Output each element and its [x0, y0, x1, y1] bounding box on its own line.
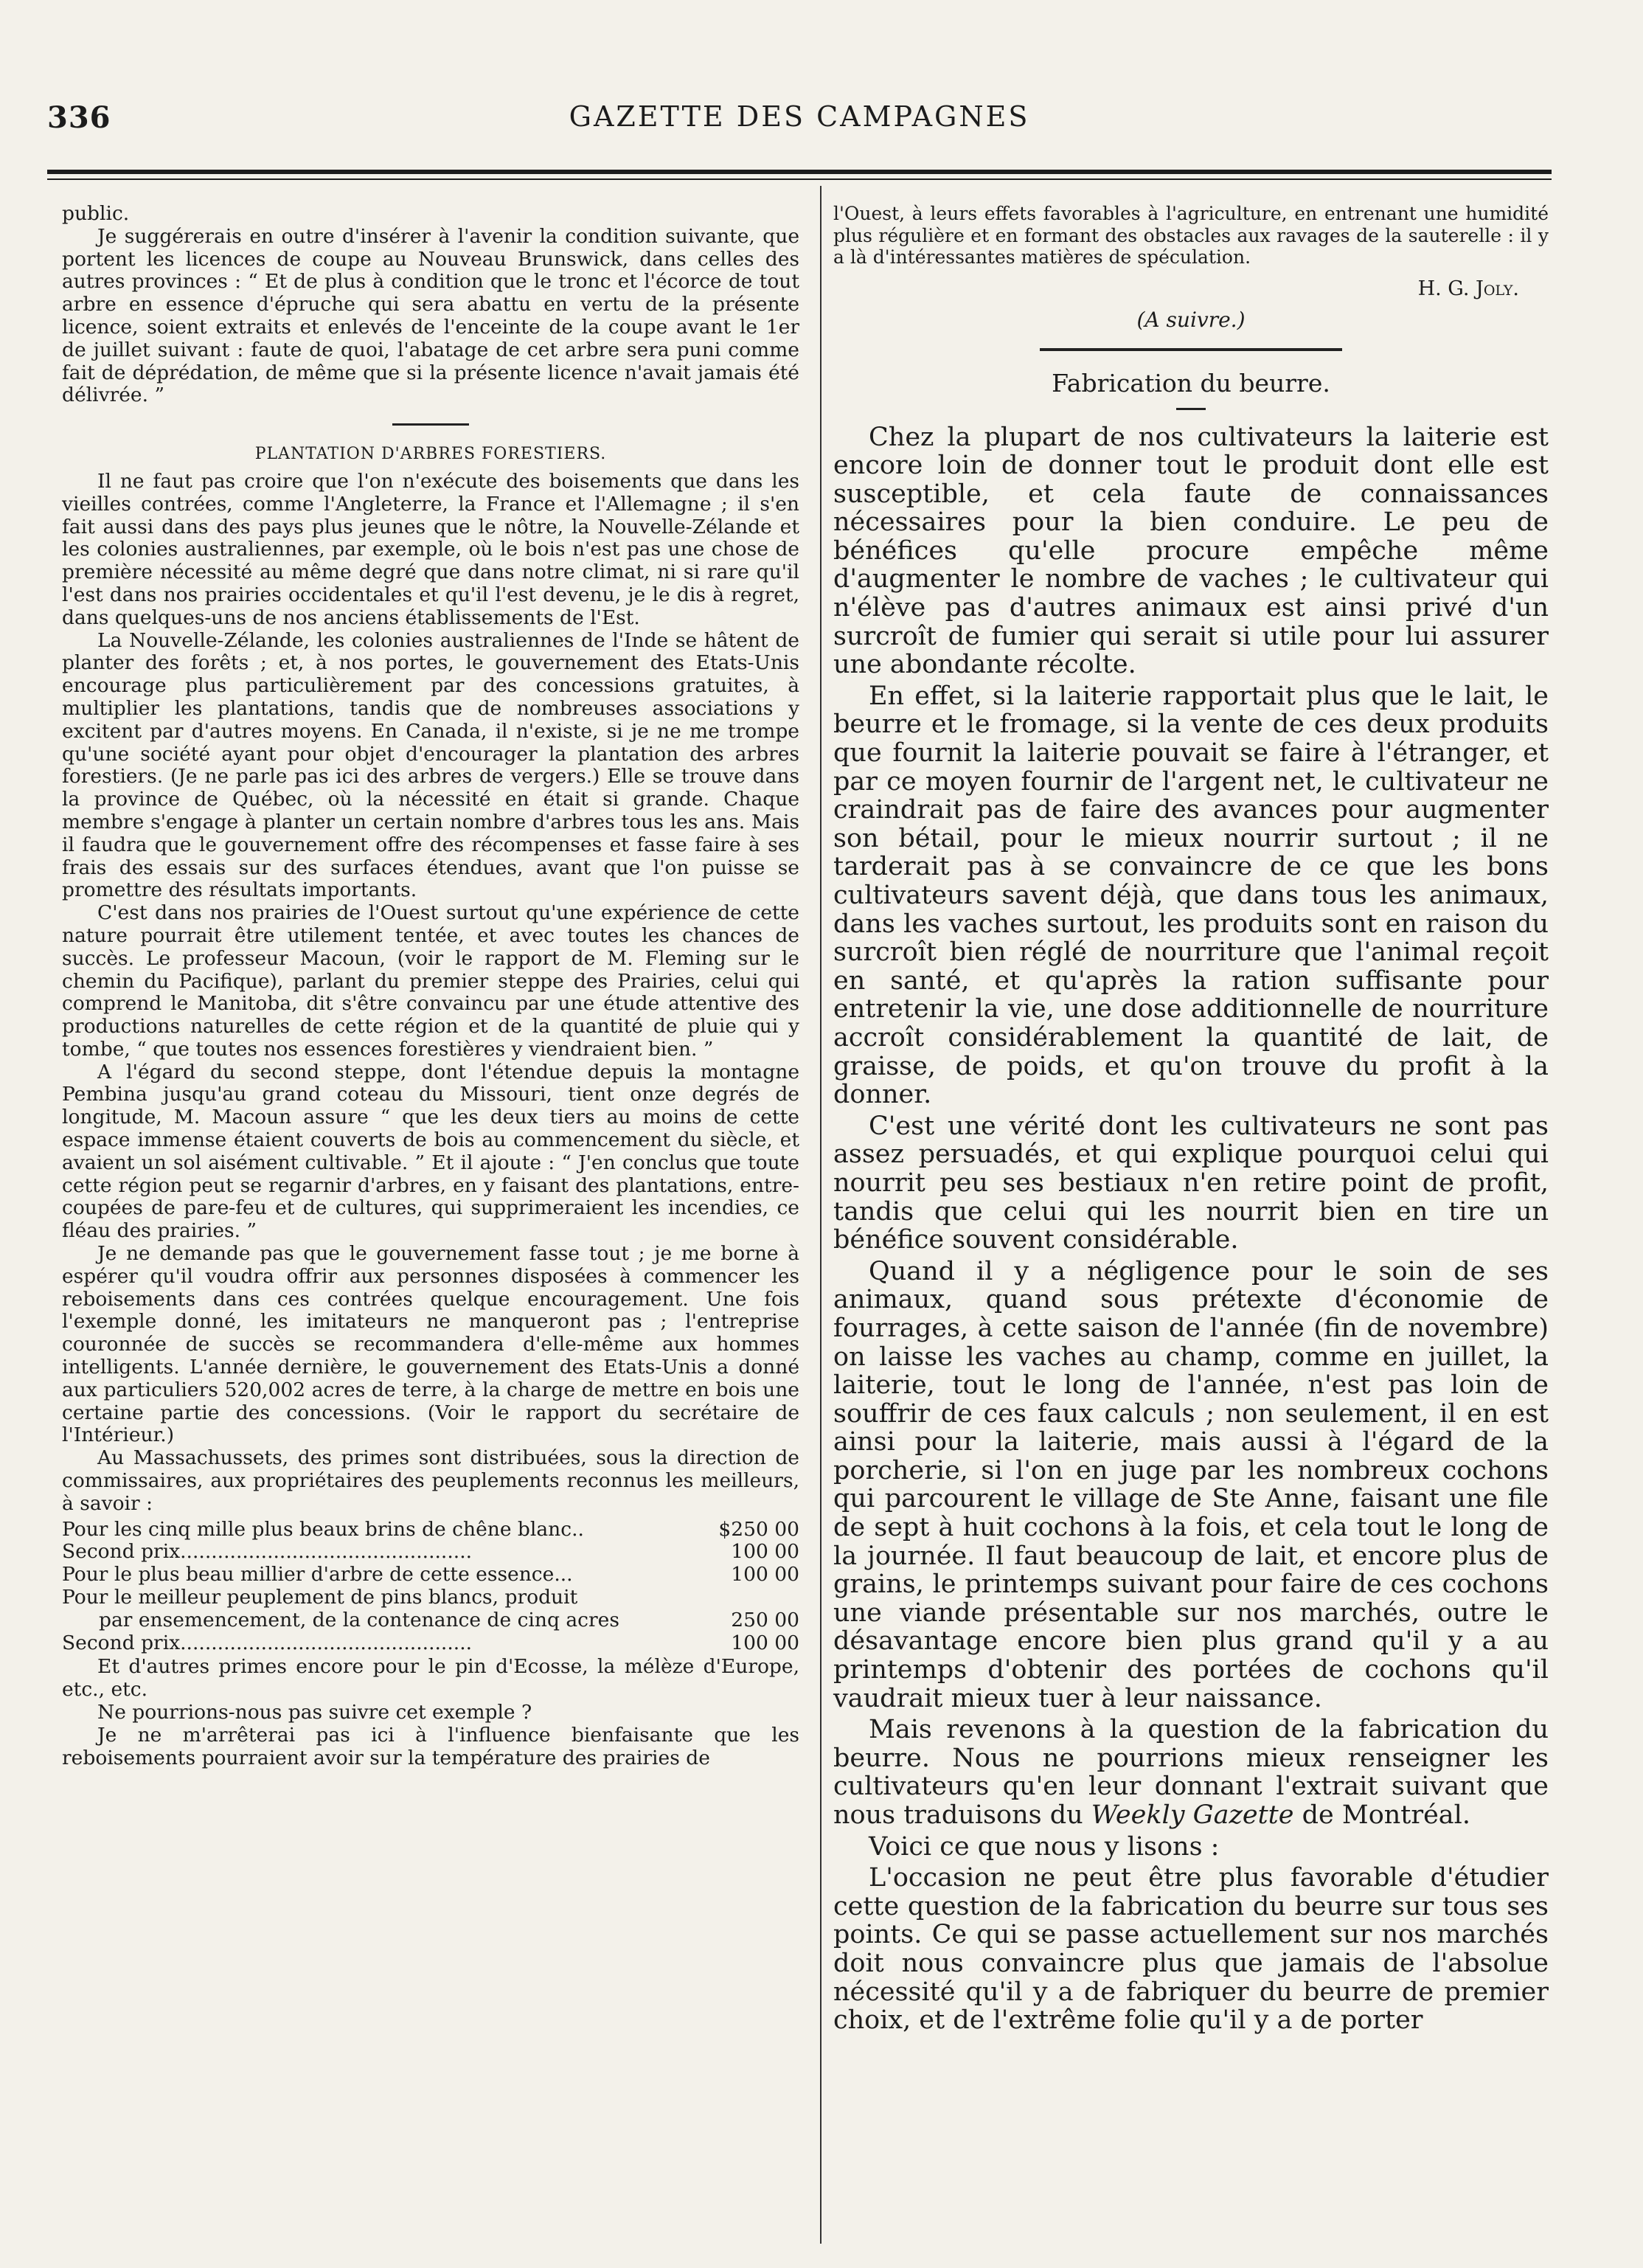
paragraph: l'Ouest, à leurs effets favorables à l'agriculture, en entrenant une humidité plus régulière et en formant des obstacles aux ravages de la sauterelle : il y a là d'intéressantes matières de spéculation. — [833, 203, 1549, 268]
paragraph: Chez la plupart de nos cultivateurs la laiterie est encore loin de donner tout le produit dont elle est susceptible, et cela faute de connaissances nécessaires pour la bien conduire. Le peu de bénéfices qu'elle procure empêche même d'augmenter le nombre de vaches ; le cultivateur qui n'élève pas d'autres animaux est ainsi privé d'un surcroît de fumier qui serait si utile pour lui assurer une abondante récolte. — [833, 422, 1549, 680]
text-span: Mais revenons à la question de la fabrication du beurre. Nous ne pourrions mieux renseigner les cultivateurs qu'en leur donnant l'extrait suivant que nous traduisons du — [833, 1715, 1549, 1830]
paragraph: C'est dans nos prairies de l'Ouest surtout qu'une expérience de cette nature pourrait être utilement tentée, et avec toutes les chances de succès. Le professeur Macoun, (voir le rapport de M. Fleming sur le chemin du Pacifique), parlant du premier steppe des Prairies, celui qui comprend le Manitoba, dit s'être convaincu par une étude attentive des productions naturelles de cette région et de la quantité de pluie qui y tombe, “ que toutes nos essences forestières y viendraient bien. ” — [62, 901, 799, 1061]
paragraph: Je suggérerais en outre d'insérer à l'avenir la condition suivante, que portent les licences de coupe au Nouveau Brunswick, dans celles des autres provinces : “ Et de plus à condition que le tronc et l'écorce de tout arbre en essence d'épruche qui sera abattu en vertu de la présente licence, soient extraits et enlevés de l'enceinte de la coupe avant le 1er de juillet suivant : faute de quoi, l'abatage de cet arbre sera puni comme fait de déprédation, de même que si la présente licence n'avait jamais été délivrée. ” — [62, 224, 799, 407]
article-body — [833, 423, 1549, 2035]
section-separator — [392, 423, 469, 426]
prize-table — [62, 1519, 799, 1655]
right-column — [833, 203, 1549, 2035]
prize-label: par ensemencement, de la contenance de cinq acres — [99, 1608, 619, 1631]
prize-amount: 250 00 — [731, 1608, 799, 1631]
prize-amount — [696, 1586, 799, 1609]
prize-label: Second prix............................................... — [62, 1631, 473, 1654]
paragraph: La Nouvelle-Zélande, les colonies australiennes de l'Inde se hâtent de planter des forêts ; et, à nos portes, le gouvernement des Etats-Unis encourage plus particulièrement par des concessions gratuites, à multiplier les plantations, tandis que de nombreuses associations y excitent par d'autres moyens. En Canada, il n'existe, si je ne me trompe qu'une société ayant pour objet d'encourager la plantation des arbres forestiers. (Je ne parle pas ici des arbres de vergers.) Elle se trouve dans la province de Québec, où la nécessité en était si grande. Chaque membre s'engage à planter un certain nombre d'arbres tous les ans. Mais il faudra que le gouvernement offre des récompenses et fasse faire à ses frais des essais sur des surfaces étendues, avant que l'on puisse se promettre des résultats importants. — [62, 628, 799, 902]
paragraph: A l'égard du second steppe, dont l'étendue depuis la montagne Pembina jusqu'au grand coteau du Missouri, tient onze degrés de longitude, M. Macoun assure “ que les deux tiers au moins de cette espace immense étaient couverts de bois au commencement du siècle, et avaient un sol aisément cultivable. ” Et il ajoute : “ J'en conclus que toute cette région peut se regarnir d'arbres, en y faisant des plantations, entre-coupées de pare-feu et de cultures, qui supprimeraient les incendies, ce fléau des prairies. ” — [62, 1060, 799, 1243]
prize-label: Pour les cinq mille plus beaux brins de chêne blanc.. — [62, 1517, 584, 1541]
table-row — [62, 1541, 799, 1564]
header-rule-thick — [47, 170, 1552, 174]
prize-label: Second prix............................................... — [62, 1540, 473, 1564]
paragraph: L'occasion ne peut être plus favorable d'étudier cette question de la fabrication du beurre sur tous ses points. Ce qui se passe actuellement sur nos marchés doit nous convaincre plus que jamais de l'absolue nécessité qu'il y a de fabriquer du beurre de premier choix, et de l'extrême folie qu'il y a de porter — [833, 1863, 1549, 2036]
page-header — [47, 100, 1552, 145]
paragraph: Il ne faut pas croire que l'on n'exécute des boisements que dans les vieilles contrées, comme l'Angleterre, la France et l'Allemagne ; il s'en fait aussi dans des pays plus jeunes que le nôtre, la Nouvelle-Zélande et les colonies australiennes, par exemple, où le bois n'est pas une chose de première nécessité au même degré que dans notre climat, ni si rare qu'il l'est dans nos prairies occidentales et qu'il l'est devenu, je le dis à regret, dans quelques-uns de nos anciens établissements de l'Est. — [62, 469, 799, 629]
text-span: de Montréal. — [1302, 1800, 1470, 1830]
page-number: 336 — [47, 100, 111, 135]
prize-amount: 100 00 — [731, 1563, 799, 1586]
section-title-beurre: Fabrication du beurre. — [1052, 368, 1330, 398]
prize-label: Pour le meilleur peuplement de pins blancs, produit — [62, 1586, 578, 1609]
paragraph: Je ne m'arrêterai pas ici à l'influence bienfaisante que les reboisements pourraient avoir sur la température des prairies de — [62, 1723, 799, 1769]
left-column — [62, 203, 799, 1769]
paragraph: Au Massachussets, des primes sont distribuées, sous la direction de commissaires, aux propriétaires des peuplements reconnus les meilleurs, à savoir : — [62, 1446, 799, 1515]
section-separator — [1040, 348, 1342, 351]
paragraph: Voici ce que nous y lisons : — [869, 1831, 1220, 1862]
paragraph: Et d'autres primes encore pour le pin d'Ecosse, la mélèze d'Europe, etc., etc. — [62, 1655, 799, 1702]
paragraph: Quand il y a négligence pour le soin de ses animaux, quand sous prétexte d'économie de fourrages, à cette saison de l'année (fin de novembre) on laisse les vaches au champ, comme en juillet, la laiterie, tout le long de l'année, n'est pas loin de souffrir de ces faux calculs ; non seulement, il en est ainsi pour la laiterie, mais aussi à l'égard de la porcherie, si l'on en juge par les nombreux cochons qui parcourent le village de Ste Anne, faisant une file de sept à huit cochons à la fois, et cela tout le long de la journée. Il faut beaucoup de lait, et encore plus de grains, le printemps suivant pour faire de ces cochons une viande présentable sur nos marchés, outre le désavantage encore bien plus grand qu'il y a au printemps d'obtenir des portées de cochons qu'il vaudrait mieux tuer à leur naissance. — [833, 1256, 1549, 1713]
table-row — [62, 1519, 799, 1542]
paragraph: Je ne demande pas que le gouvernement fasse tout ; je me borne à espérer qu'il voudra offrir aux personnes disposées à commencer les reboisements dans ces contrées quelque encouragement. Une fois l'exemple donné, les imitateurs ne manqueront pas ; l'entreprise couronnée de succès se recommandera d'elle-même aux hommes intelligents. L'année dernière, le gouvernement des Etats-Unis a donné aux particuliers 520,002 acres de terre, à la charge de mettre en bois une certaine partie des concessions. (Voir le rapport du secrétaire de l'Intérieur.) — [62, 1242, 799, 1447]
table-row — [62, 1632, 799, 1655]
section-title-plantation: PLANTATION D'ARBRES FORESTIERS. — [254, 445, 607, 464]
prize-label: Pour le plus beau millier d'arbre de cette essence... — [62, 1563, 573, 1586]
prize-amount: $250 00 — [718, 1517, 799, 1541]
paragraph: Ne pourrions-nous pas suivre cet exemple ? — [97, 1701, 532, 1724]
table-row — [62, 1586, 799, 1609]
column-divider — [820, 186, 822, 2244]
author-signature: H. G. Joly. — [1417, 277, 1519, 300]
prize-amount: 100 00 — [731, 1540, 799, 1564]
publication-name: Weekly Gazette — [1091, 1800, 1294, 1830]
prize-amount: 100 00 — [731, 1631, 799, 1654]
title-underline — [1176, 408, 1206, 410]
to-be-continued: (A suivre.) — [1136, 307, 1246, 332]
paragraph — [833, 1716, 1549, 1829]
paragraph: En effet, si la laiterie rapportait plus que le lait, le beurre et le fromage, si la vente de ces deux produits que fournit la laiterie pouvait se faire à l'étranger, et par ce moyen fournir de l'argent net, le cultivateur ne craindrait pas de faire des avances pour augmenter son bétail, pour le mieux nourrir surtout ; il ne tarderait pas à se convaincre de ce que les bons cultivateurs savent déjà, que dans tous les animaux, dans les vaches surtout, les produits sont en raison du surcroît bien réglé de nourriture que l'animal reçoit en santé, et qu'après la ration suffisante pour entretenir la vie, une dose additionnelle de nourriture accroît considérablement la quantité de lait, de graisse, de poids, et qu'on trouve du profit à la donner. — [833, 681, 1549, 1110]
header-rule-thin — [47, 178, 1552, 180]
table-row — [62, 1564, 799, 1586]
paragraph: public. — [62, 202, 130, 225]
journal-title: GAZETTE DES CAMPAGNES — [569, 100, 1030, 133]
paragraph: C'est une vérité dont les cultivateurs ne sont pas assez persuadés, et qui explique pourquoi celui qui nourrit peu ses bestiaux n'en retire point de profit, tandis que celui qui les nourrit bien en tire un bénéfice souvent considérable. — [833, 1111, 1549, 1255]
table-row — [62, 1609, 799, 1632]
